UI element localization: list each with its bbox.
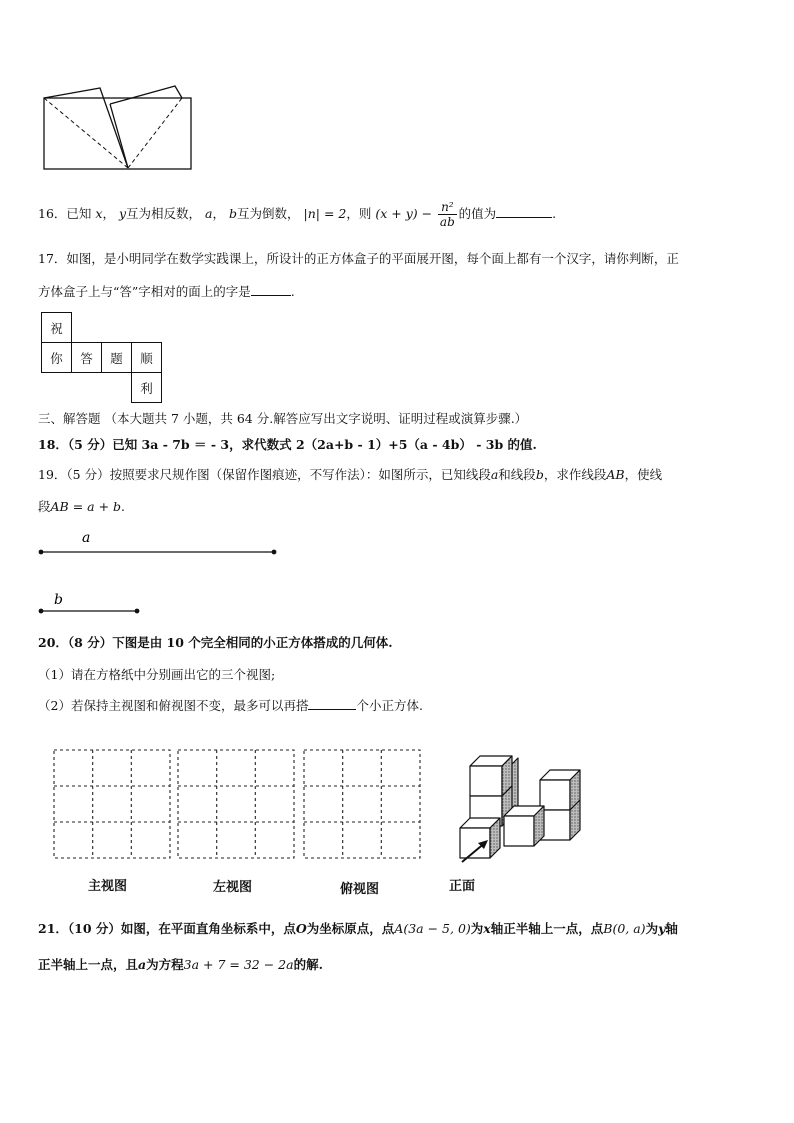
answer-blank-16[interactable] [496, 204, 552, 218]
question-20-title: 20．（8 分）下图是由 10 个完全相同的小正方体搭成的几何体. [38, 635, 393, 650]
question-20-part-2: （2）若保持主视图和俯视图不变，最多可以再搭 个小正方体. [38, 698, 423, 713]
question-17-line-2: 方体盒子上与“答”字相对的面上的字是 . [38, 284, 295, 299]
folded-rectangle-figure [40, 84, 196, 174]
fold-flap-right [110, 86, 182, 104]
grid-top-view [304, 750, 420, 858]
question-21-line-2: 正半轴上一点，且a为方程3a + 7 = 32 − 2a的解. [38, 957, 323, 972]
segment-a-label: a [82, 530, 91, 546]
cube-net [41, 312, 162, 403]
abs-n: |n| = 2 [303, 206, 347, 221]
cube-group [460, 756, 580, 858]
front-view-label: 主视图 [88, 879, 128, 894]
question-20-part-1: （1）请在方格纸中分别画出它的三个视图; [38, 667, 276, 682]
cube-stack-figure [448, 744, 588, 864]
section-3-heading: 三、解答题 （本大题共 7 小题，共 64 分.解答应写出文字说明、证明过程或演算步骤.） [38, 411, 528, 426]
front-face-label: 正面 [449, 879, 476, 894]
fold-flap-left [44, 88, 128, 168]
left-view-label: 左视图 [213, 880, 253, 895]
question-16: 16．已知 x， y互为相反数， a， b互为倒数， |n| = 2，则 (x + y) − $\frac{\text{n²}}{ab}$ 的值为 . [38, 200, 557, 229]
net-face: 题 [102, 343, 132, 373]
answer-blank-20[interactable] [308, 696, 356, 710]
net-face: 你 [42, 343, 72, 373]
fraction-n2-over-ab: $\frac{\text{n²}}{ab}$ [439, 200, 455, 229]
net-face: 顺 [132, 343, 162, 373]
grid-left-view [178, 750, 294, 858]
question-21-line-1: 21．（10 分）如图，在平面直角坐标系中，点O为坐标原点，点A(3a − 5, 0)为x轴正半轴上一点，点B(0, a)为y轴 [38, 921, 678, 936]
net-face: 答 [72, 343, 102, 373]
answer-blank-17[interactable] [251, 282, 291, 296]
top-view-label: 俯视图 [340, 882, 380, 897]
grid-front-view [54, 750, 170, 858]
net-face-top: 祝 [42, 313, 72, 343]
segment-b-label: b [54, 592, 63, 608]
net-face-bottom: 利 [132, 373, 162, 403]
rectangle-outline [44, 98, 191, 169]
fold-crease-right [128, 98, 182, 168]
question-17-line-1: 17．如图，是小明同学在数学实践课上，所设计的正方体盒子的平面展开图，每个面上都有一个汉字，请你判断，正 [38, 251, 679, 266]
question-18: 18．（5 分）已知 3a - 7b ＝ - 3，求代数式 2（2a+b - 1）+5（a - 4b） - 3b 的值. [38, 437, 537, 452]
question-19-line-1: 19．（5 分）按照要求尺规作图（保留作图痕迹，不写作法）：如图所示，已知线段a和线段b，求作线段AB，使线 [38, 467, 663, 482]
question-19-line-2: 段AB = a + b. [38, 499, 126, 514]
view-grids [50, 744, 430, 864]
segments-figure [34, 528, 284, 620]
